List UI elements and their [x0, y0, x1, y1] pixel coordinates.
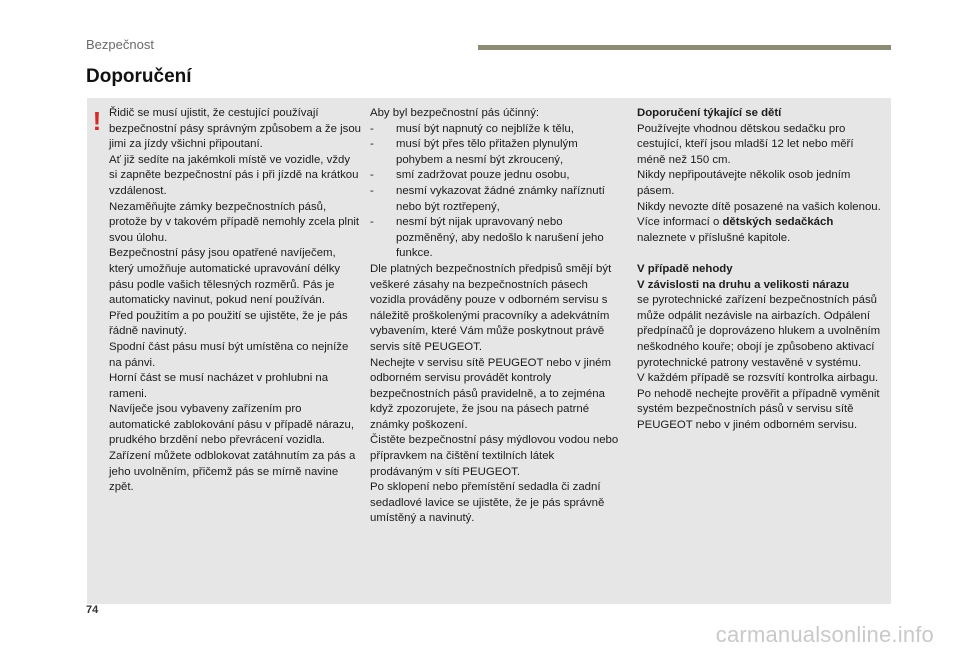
- paragraph: V každém případě se rozsvítí kontrolka airbagu.: [637, 372, 879, 385]
- column-driver-instructions: [109, 106, 361, 496]
- list-item-text: smí zadržovat pouze jednu osobu,: [396, 169, 570, 182]
- page-number: 74: [86, 604, 99, 616]
- warning-icon: !: [92, 106, 102, 136]
- dash-marker: -: [370, 122, 374, 135]
- list-item: [370, 215, 620, 262]
- paragraph: Čistěte bezpečnostní pásy mýdlovou vodou nebo přípravkem na čištění textilních látek prodávaným v síti PEUGEOT.: [370, 434, 619, 478]
- paragraph: Nezaměňujte zámky bezpečnostních pásů, protože by v takovém případě nemohly zcela plnit svou úlohu.: [109, 200, 360, 244]
- dash-marker: -: [370, 138, 374, 151]
- subheading-impact: V závislosti na druhu a velikosti nárazu: [637, 278, 850, 291]
- dash-marker: -: [370, 169, 374, 182]
- header-rule: [478, 45, 891, 50]
- paragraph: Bezpečnostní pásy jsou opatřené navíječem, který umožňuje automatické upravování délky pásu podle vašich tělesných rozměrů. Pás je automaticky navinut, pokud není používán.: [109, 247, 341, 307]
- paragraph: Ať již sedíte na jakémkoli místě ve vozidle, vždy si zapněte bezpečnostní pás i při jízdě na krátkou vzdálenost.: [109, 153, 359, 197]
- more-info-prefix: Více informací o: [637, 216, 723, 229]
- column-children-and-accidents: [637, 106, 883, 433]
- paragraph: Po nehodě nechejte prověřit a případně vyměnit systém bezpečnostních pásů v servisu sítě PEUGEOT nebo v jiném odborném servisu.: [637, 387, 880, 431]
- paragraph: Spodní část pásu musí být umístěna co nejníže na pánvi.: [109, 340, 349, 369]
- list-item: [370, 122, 620, 138]
- column-belt-effectiveness: [370, 106, 620, 527]
- spacer: [637, 246, 883, 262]
- paragraph: Nikdy nevozte dítě posazené na vašich kolenou.: [637, 200, 881, 213]
- paragraph: Horní část se musí nacházet v prohlubni na rameni.: [109, 372, 329, 400]
- intro-text: Aby byl bezpečnostní pás účinný:: [370, 107, 540, 119]
- list-item: [370, 168, 620, 184]
- child-seats-reference: dětských sedačkách: [722, 216, 834, 229]
- list-item-text: nesmí být nijak upravovaný nebo pozměněný, aby nedošlo k narušení jeho funkce.: [396, 216, 604, 260]
- paragraph: Nechejte v servisu sítě PEUGEOT nebo v jiném odborném servisu provádět kontroly bezpečnostních pásů pravidelně, a to zejména když zpozorujete, že jsou na pásech patrné známky poškození.: [370, 356, 611, 431]
- more-info-text: [637, 215, 883, 231]
- paragraph: se pyrotechnické zařízení bezpečnostních pásů může odpálit nezávisle na airbazích. Odpálení předpínačů je doprovázeno hlukem a uvolněním neškodného kouře; obojí je způsobeno aktivací pyrotechnické patrony vestavěné v systému.: [637, 294, 881, 369]
- watermark: carmanualsonline.info: [715, 622, 934, 647]
- subheading-accident: V případě nehody: [637, 262, 733, 275]
- page-title: Doporučení: [86, 66, 192, 87]
- dash-marker: -: [370, 184, 374, 197]
- paragraph: Navíječe jsou vybaveny zařízením pro automatické zablokování pásu v případě nárazu, prudkého brzdění nebo převrácení vozidla. Zařízení můžete odblokovat zatáhnutím za pás a jeho uvolněním, přičemž pás se mírně navine zpět.: [109, 403, 356, 494]
- paragraph: Po sklopení nebo přemístění sedadla či zadní sedadlové lavice se ujistěte, že je pás správně umístěný a navinutý.: [370, 481, 605, 525]
- list-item: [370, 184, 620, 215]
- list-item-text: musí být přes tělo přitažen plynulým pohybem a nesmí být zkroucený,: [396, 138, 578, 166]
- dash-marker: -: [370, 216, 374, 229]
- list-item-text: nesmí vykazovat žádné známky naříznutí nebo být roztřepený,: [396, 184, 605, 213]
- list-item: [370, 137, 620, 168]
- paragraph: Před použitím a po použití se ujistěte, že je pás řádně navinutý.: [109, 309, 348, 338]
- paragraph: Nikdy nepřipoutávejte několik osob jedním pásem.: [637, 169, 851, 197]
- section-label: Bezpečnost: [86, 37, 154, 52]
- list-item-text: musí být napnutý co nejblíže k tělu,: [396, 122, 574, 135]
- paragraph: Používejte vhodnou dětskou sedačku pro cestující, kteří jsou mladší 12 let nebo měří méně než 150 cm.: [637, 122, 854, 166]
- subheading-children: Doporučení týkající se dětí: [637, 107, 782, 119]
- more-info-suffix: naleznete v příslušné kapitole.: [637, 231, 791, 244]
- paragraph: Řidič se musí ujistit, že cestující používají bezpečnostní pásy správným způsobem a že jsou jimi za jízdy všichni připoutaní.: [109, 107, 361, 151]
- paragraph: Dle platných bezpečnostních předpisů smějí být veškeré zásahy na bezpečnostních pásech vozidla prováděny pouze v odborném servisu s náležitě proškolenými pracovníky a adekvátním vybavením, které Vám může poskytnout právě servis sítě PEUGEOT.: [370, 262, 612, 353]
